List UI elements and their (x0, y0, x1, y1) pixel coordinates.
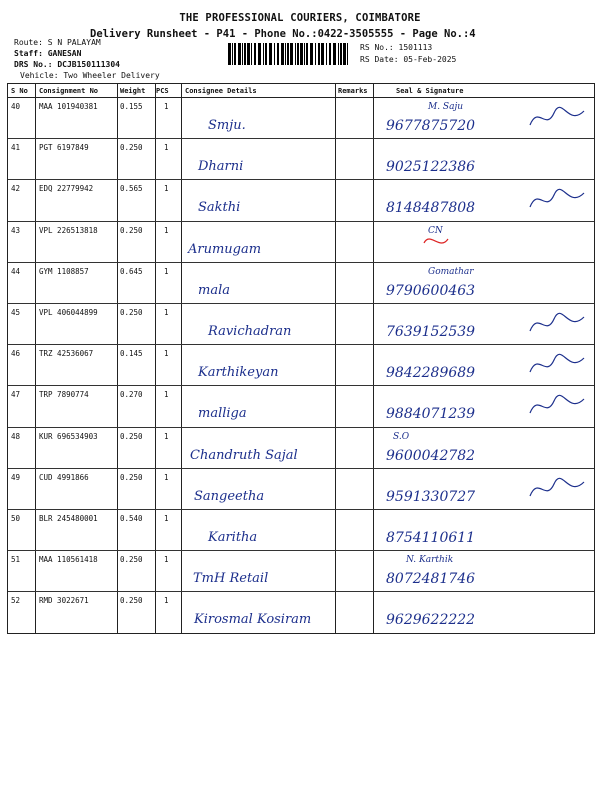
row-consignment-no: GYM 1108857 (39, 266, 89, 276)
row-pcs: 1 (164, 308, 169, 317)
signature-scribble (528, 185, 588, 215)
row-pcs: 1 (164, 472, 169, 482)
row-sno: 46 (11, 349, 21, 359)
signature-phone-handwritten: 9025122386 (386, 159, 476, 176)
row-weight: 0.250 (120, 472, 143, 482)
col-header-sno: S No (11, 87, 28, 95)
row-sno: 42 (11, 184, 21, 194)
signature-note-handwritten: S.O (393, 431, 410, 442)
signature-scribble (528, 474, 588, 504)
consignee-name-handwritten: Karitha (208, 530, 258, 545)
signature-note-handwritten: Gomathar (428, 266, 474, 277)
row-consignment-no: VPL 226513818 (39, 225, 98, 235)
row-weight: 0.645 (120, 266, 143, 276)
row-weight: 0.565 (120, 184, 143, 194)
consignee-name-handwritten: malliga (198, 406, 247, 422)
row-consignment-no: BLR 245480001 (39, 514, 98, 523)
rs-date: RS Date: 05-Feb-2025 (360, 55, 457, 64)
row-pcs: 1 (164, 225, 169, 235)
col-header-weight: Weight (120, 87, 146, 95)
consignee-name-handwritten: Ravichadran (208, 324, 292, 339)
row-weight: 0.250 (120, 143, 143, 153)
signature-scribble (528, 350, 588, 380)
row-sno: 41 (11, 143, 21, 153)
row-sno: 48 (11, 431, 21, 441)
row-consignment-no: PGT 6197849 (39, 143, 89, 153)
table-row (8, 385, 594, 426)
row-pcs: 1 (164, 514, 169, 523)
signature-phone-handwritten: 8148487808 (386, 200, 476, 217)
consignee-name-handwritten: Dharni (198, 159, 244, 175)
signature-phone-handwritten: 9790600463 (386, 282, 476, 299)
signature-scribble (528, 309, 588, 339)
table-row (8, 427, 594, 468)
table-row (8, 468, 594, 509)
consignee-name-handwritten: Kirosmal Kosiram (194, 612, 312, 628)
row-consignment-no: KUR 696534903 (39, 431, 98, 441)
signature-note-handwritten: M. Saju (428, 102, 464, 112)
col-header-consignment: Consignment No (39, 87, 99, 95)
row-pcs: 1 (164, 184, 169, 194)
signature-scribble (418, 227, 478, 257)
signature-note-handwritten: CN (428, 225, 443, 236)
runsheet-table (7, 83, 595, 634)
consignee-name-handwritten: Chandruth Sajal (190, 447, 298, 463)
row-pcs: 1 (164, 143, 169, 153)
row-pcs: 1 (164, 266, 169, 276)
signature-phone-handwritten: 9842289689 (386, 365, 476, 382)
consignee-name-handwritten: Sakthi (198, 200, 241, 216)
row-weight: 0.250 (120, 431, 143, 441)
signature-phone-handwritten: 8072481746 (386, 571, 476, 588)
row-weight: 0.250 (120, 555, 143, 565)
signature-phone-handwritten: 9629622222 (386, 612, 476, 629)
row-consignment-no: TRP 7890774 (39, 390, 89, 400)
row-sno: 44 (11, 266, 21, 276)
table-row (8, 262, 594, 303)
signature-phone-handwritten: 9677875720 (386, 118, 476, 134)
row-sno: 43 (11, 225, 21, 235)
table-row (8, 97, 594, 138)
col-header-remarks: Remarks (338, 87, 368, 95)
table-row (8, 550, 594, 591)
signature-phone-handwritten: 9884071239 (386, 406, 476, 423)
rs-number: RS No.: 1501113 (360, 43, 433, 52)
signature-phone-handwritten: 7639152539 (386, 324, 476, 340)
table-row (8, 509, 594, 550)
consignee-name-handwritten: TmH Retail (193, 571, 269, 587)
row-sno: 50 (11, 514, 21, 523)
row-pcs: 1 (164, 390, 169, 400)
row-sno: 52 (11, 596, 21, 606)
signature-phone-handwritten: 8754110611 (386, 530, 476, 546)
row-weight: 0.155 (120, 102, 143, 111)
table-row (8, 591, 594, 632)
row-pcs: 1 (164, 431, 169, 441)
barcode (228, 43, 350, 65)
row-sno: 51 (11, 555, 21, 565)
route-label: Route: S N PALAYAM (14, 38, 101, 47)
row-sno: 45 (11, 308, 21, 317)
row-consignment-no: VPL 406044899 (39, 308, 98, 317)
signature-phone-handwritten: 9591330727 (386, 488, 476, 505)
row-consignment-no: TRZ 42536067 (39, 349, 94, 359)
consignee-name-handwritten: Smju. (208, 118, 246, 133)
signature-phone-handwritten: 9600042782 (386, 447, 476, 464)
row-weight: 0.250 (120, 225, 143, 235)
row-pcs: 1 (164, 596, 169, 606)
row-weight: 0.540 (120, 514, 143, 523)
runsheet-title: Delivery Runsheet - P41 - Phone No.:0422-3505555 - Page No.:4 (90, 28, 476, 40)
vehicle-label: Vehicle: Two Wheeler Delivery (20, 71, 160, 80)
row-sno: 40 (11, 102, 21, 111)
row-consignment-no: CUD 4991866 (39, 472, 89, 482)
signature-scribble (528, 391, 588, 421)
col-header-consignee: Consignee Details (185, 87, 257, 95)
row-weight: 0.145 (120, 349, 143, 359)
company-title: THE PROFESSIONAL COURIERS, COIMBATORE (179, 12, 421, 24)
row-pcs: 1 (164, 102, 169, 111)
drs-label: DRS No.: DCJB150111304 (14, 60, 120, 69)
row-consignment-no: MAA 110561418 (39, 555, 98, 565)
consignee-name-handwritten: mala (198, 282, 230, 298)
row-weight: 0.250 (120, 596, 143, 606)
row-sno: 49 (11, 472, 21, 482)
row-weight: 0.270 (120, 390, 143, 400)
row-consignment-no: MAA 101940381 (39, 102, 98, 111)
row-weight: 0.250 (120, 308, 143, 317)
row-pcs: 1 (164, 555, 169, 565)
consignee-name-handwritten: Arumugam (188, 241, 262, 257)
staff-label: Staff: GANESAN (14, 49, 82, 58)
row-consignment-no: EDQ 22779942 (39, 184, 94, 194)
signature-scribble (528, 103, 588, 133)
table-row (8, 303, 594, 344)
consignee-name-handwritten: Karthikeyan (198, 365, 279, 381)
consignee-name-handwritten: Sangeetha (194, 488, 265, 504)
table-row (8, 179, 594, 220)
row-consignment-no: RMD 3022671 (39, 596, 89, 606)
row-pcs: 1 (164, 349, 169, 359)
signature-note-handwritten: N. Karthik (406, 555, 454, 566)
table-row (8, 344, 594, 385)
col-header-seal: Seal & Signature (396, 87, 464, 95)
table-row (8, 221, 594, 262)
row-sno: 47 (11, 390, 21, 400)
table-row (8, 138, 594, 179)
col-header-pcs: PCS (156, 87, 169, 95)
